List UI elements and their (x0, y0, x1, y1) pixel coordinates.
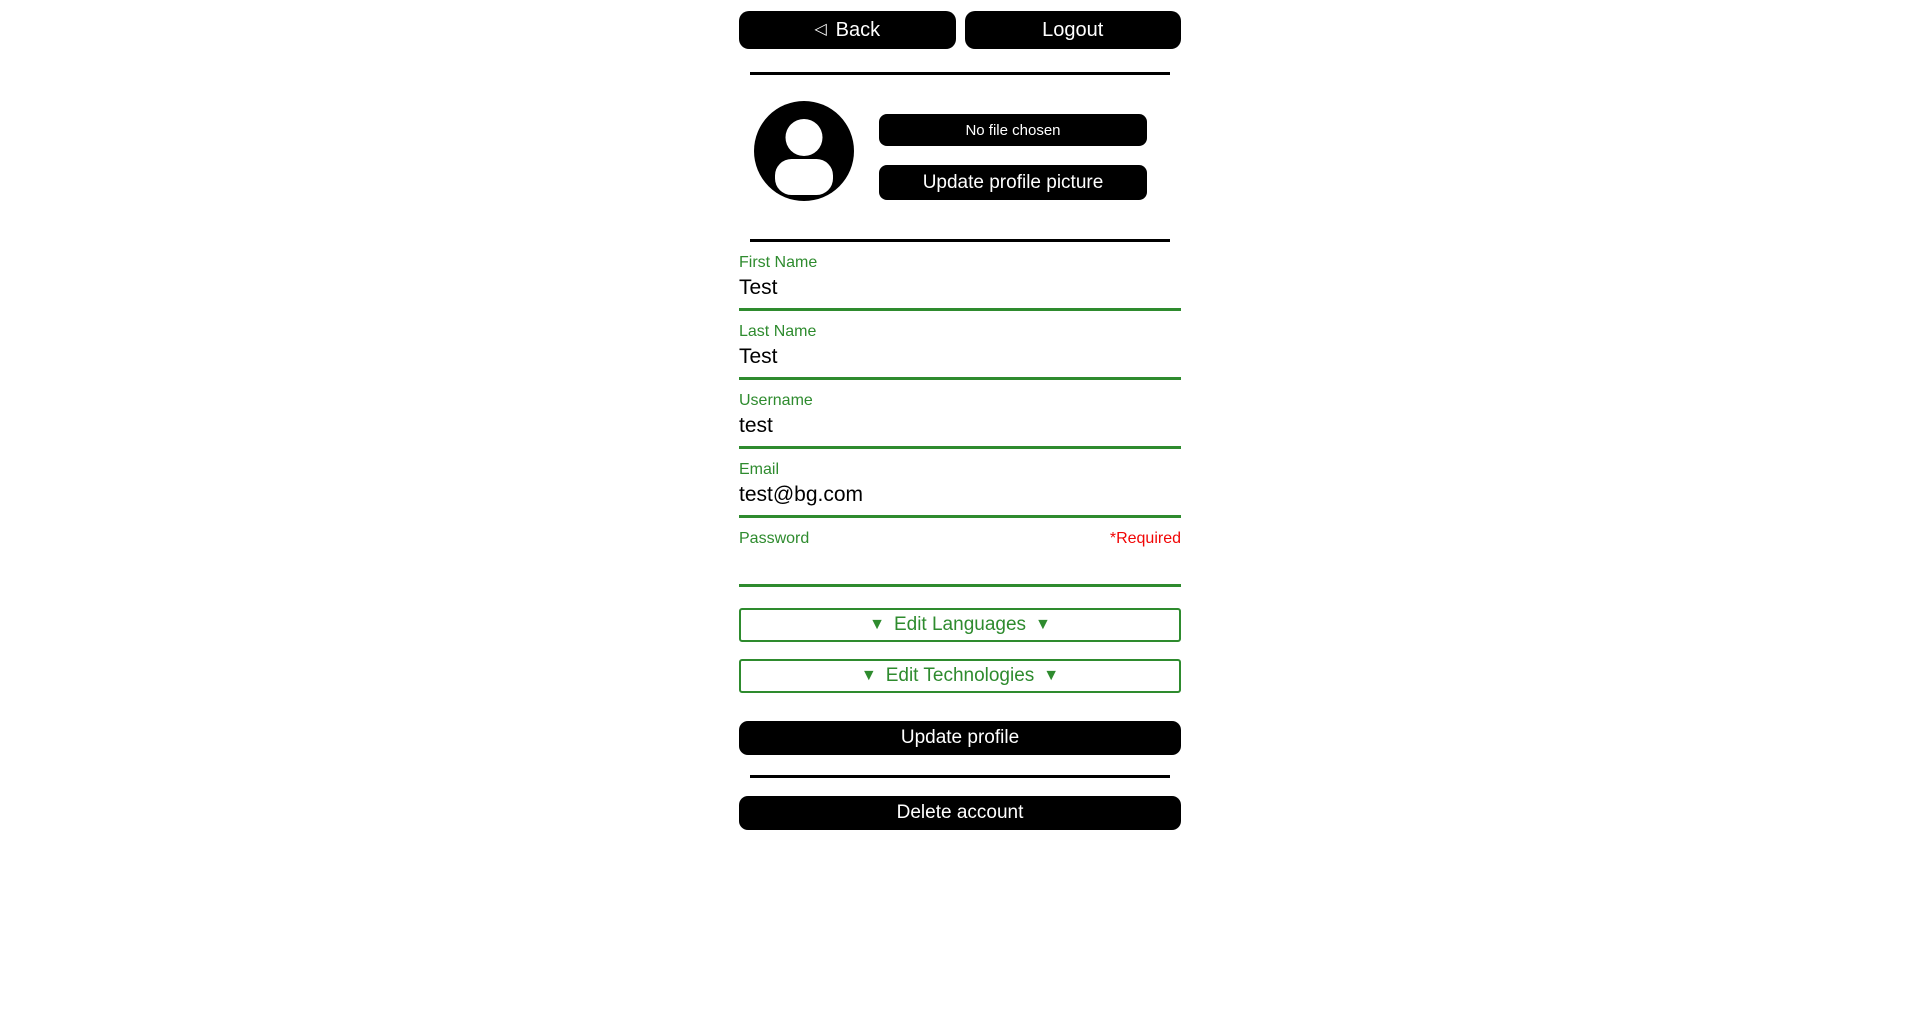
required-badge: *Required (1109, 530, 1181, 547)
delete-account-button[interactable]: Delete account (739, 796, 1181, 830)
username-label: Username (739, 392, 813, 409)
profile-picture-section (739, 101, 1181, 201)
person-avatar-icon (754, 101, 854, 201)
password-input[interactable] (739, 548, 1181, 587)
last-name-input[interactable] (739, 341, 1181, 380)
chevron-down-icon: ▼ (1035, 616, 1051, 633)
back-button[interactable] (739, 11, 956, 49)
picture-controls (879, 101, 1147, 201)
divider-bottom (750, 775, 1170, 778)
chevron-down-icon: ▼ (869, 616, 885, 633)
email-field (739, 449, 1181, 518)
back-button-label: Back (835, 18, 881, 41)
first-name-input[interactable] (739, 272, 1181, 311)
first-name-label: First Name (739, 254, 818, 271)
chevron-down-icon: ▼ (860, 667, 877, 684)
username-field (739, 380, 1181, 449)
profile-page (739, 0, 1181, 830)
first-name-field (739, 242, 1181, 311)
password-label: Password (739, 530, 810, 547)
email-input[interactable] (739, 479, 1181, 518)
top-button-bar (739, 11, 1181, 49)
divider-top (750, 72, 1170, 75)
profile-form (739, 242, 1181, 830)
edit-technologies-button[interactable] (739, 659, 1181, 693)
chevron-down-icon: ▼ (1043, 667, 1060, 684)
back-arrow-icon: ◁ (814, 21, 827, 38)
file-input[interactable]: No file chosen (879, 114, 1147, 146)
logout-button[interactable]: Logout (965, 11, 1182, 49)
email-label: Email (739, 461, 780, 478)
update-profile-button[interactable]: Update profile (739, 721, 1181, 755)
update-profile-picture-button[interactable]: Update profile picture (879, 165, 1147, 200)
edit-technologies-label: Edit Technologies (885, 665, 1035, 686)
edit-languages-button[interactable] (739, 608, 1181, 642)
avatar (754, 101, 854, 201)
username-input[interactable] (739, 410, 1181, 449)
edit-languages-label: Edit Languages (893, 614, 1027, 635)
last-name-field (739, 311, 1181, 380)
password-field (739, 518, 1181, 587)
last-name-label: Last Name (739, 323, 817, 340)
